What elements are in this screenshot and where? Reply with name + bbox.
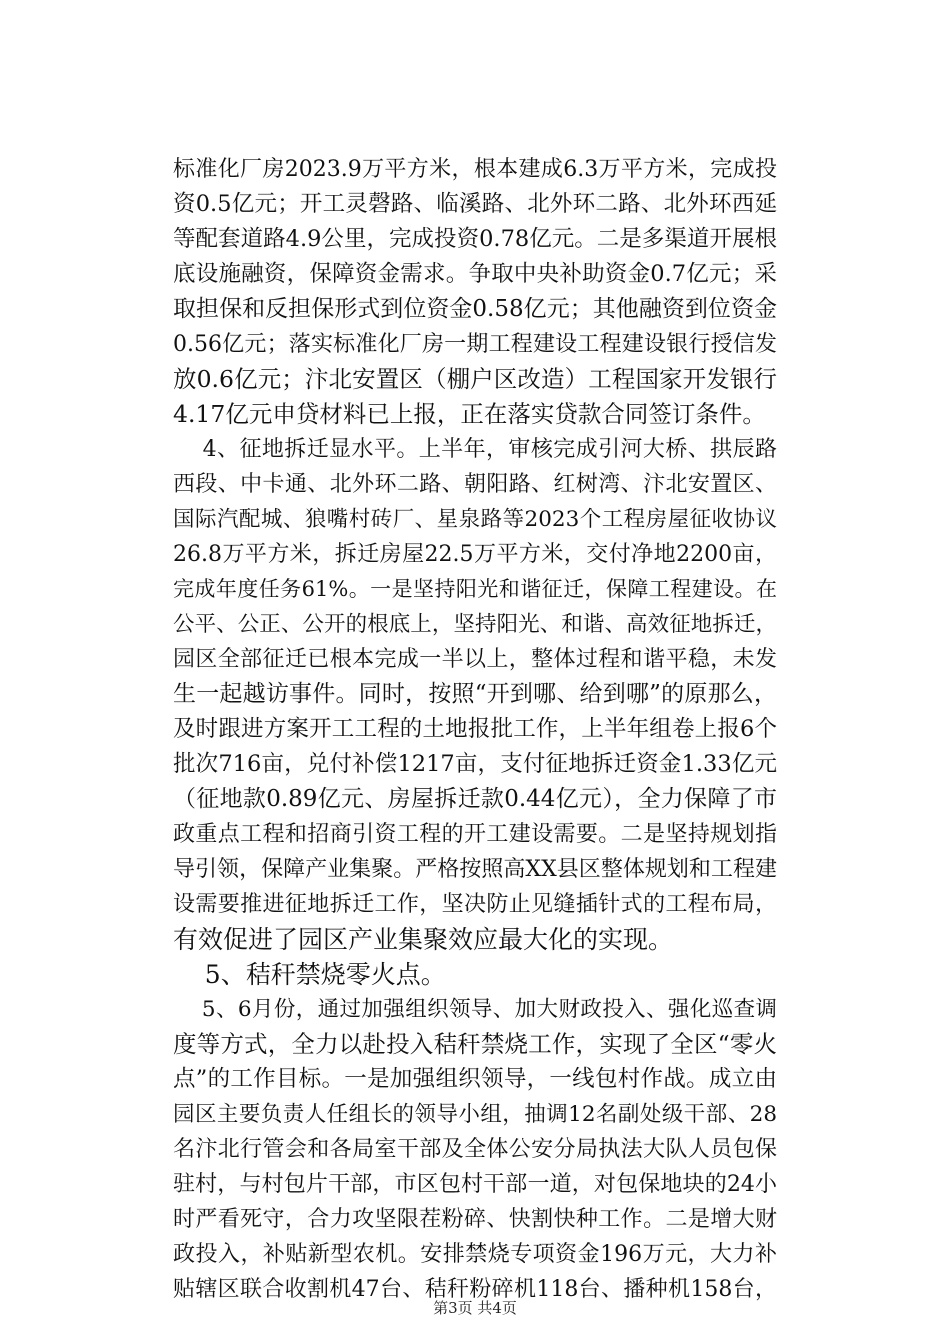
text-line: 5、6月份，通过加强组织领导、加大财政投入、强化巡查调: [173, 997, 777, 1022]
text-line: 驻村，与村包片干部，市区包村干部一道，对包保地块的24小: [173, 1172, 777, 1197]
text-line: 生一起越访事件。同时，按照“开到哪、给到哪”的原那么，: [173, 681, 777, 707]
document-body: [173, 152, 777, 1307]
text-line: 批次716亩，兑付补偿1217亩，支付征地拆迁资金1.33亿元: [173, 751, 777, 777]
text-line: 名汴北行管会和各局室干部及全体公安分局执法大队人员包保: [173, 1137, 777, 1162]
text-line: 等配套道路4.9公里，完成投资0.78亿元。二是多渠道开展根: [173, 226, 777, 252]
text-line: 度等方式，全力以赴投入秸秆禁烧工作，实现了全区“零火: [173, 1030, 777, 1058]
text-line: 时严看死守，合力攻坚限茬粉碎、快割快种工作。二是增大财: [173, 1207, 777, 1232]
text-line: 国际汽配城、狼嘴村砖厂、星泉路等2023个工程房屋征收协议: [173, 507, 777, 532]
text-line: 4.17亿元申贷材料已上报，正在落实贷款合同签订条件。: [173, 400, 766, 428]
text-line: 及时跟进方案开工工程的土地报批工作，上半年组卷上报6个: [173, 716, 777, 742]
page-number-footer: 第3页 共4页: [433, 1299, 517, 1317]
text-line: 政重点工程和招商引资工程的开工建设需要。二是坚持规划指: [173, 822, 777, 847]
text-line: 完成年度任务61%。一是坚持阳光和谐征迁，保障工程建设。在: [173, 577, 777, 601]
text-line: 园区全部征迁已根本完成一半以上，整体过程和谐平稳，未发: [173, 647, 777, 672]
text-line: 0.56亿元；落实标准化厂房一期工程建设工程建设银行授信发: [173, 332, 777, 357]
text-line: 26.8万平方米，拆迁房屋22.5万平方米，交付净地2200亩，: [173, 542, 777, 567]
text-line: 政投入，补贴新型农机。安排禁烧专项资金196万元，大力补: [173, 1242, 777, 1267]
text-line: 导引领，保障产业集聚。严格按照高XX县区整体规划和工程建: [173, 857, 777, 882]
text-line: （征地款0.89亿元、房屋拆迁款0.44亿元），全力保障了市: [173, 786, 777, 812]
text-line: 点”的工作目标。一是加强组织领导，一线包村作战。成立由: [173, 1066, 777, 1092]
text-line: 4、征地拆迁显水平。上半年，审核完成引河大桥、拱辰路: [173, 437, 777, 462]
text-line: 取担保和反担保形式到位资金0.58亿元；其他融资到位资金: [173, 296, 777, 322]
text-line: 西段、中卡通、北外环二路、朝阳路、红树湾、汴北安置区、: [173, 472, 777, 497]
text-line: 设需要推进征地拆迁工作，坚决防止见缝插针式的工程布局，: [173, 892, 777, 917]
section-heading: 5、秸秆禁烧零火点。: [173, 960, 446, 989]
text-line: 园区主要负责人任组长的领导小组，抽调12名副处级干部、28: [173, 1102, 777, 1127]
text-line: 标准化厂房2023.9万平方米，根本建成6.3万平方米，完成投: [173, 157, 777, 182]
text-line: 底设施融资，保障资金需求。争取中央补助资金0.7亿元；采: [173, 261, 777, 287]
text-line: 资0.5亿元；开工灵磬路、临溪路、北外环二路、北外环西延: [173, 191, 777, 217]
text-line: 有效促进了园区产业集聚效应最大化的实现。: [173, 925, 674, 954]
text-line: 公平、公正、公开的根底上，坚持阳光、和谐、高效征地拆迁，: [173, 612, 777, 637]
text-line: 贴辖区联合收割机47台、秸秆粉碎机118台、播种机158台，: [173, 1277, 777, 1302]
text-line: 放0.6亿元；汴北安置区（棚户区改造）工程国家开发银行: [173, 365, 777, 393]
